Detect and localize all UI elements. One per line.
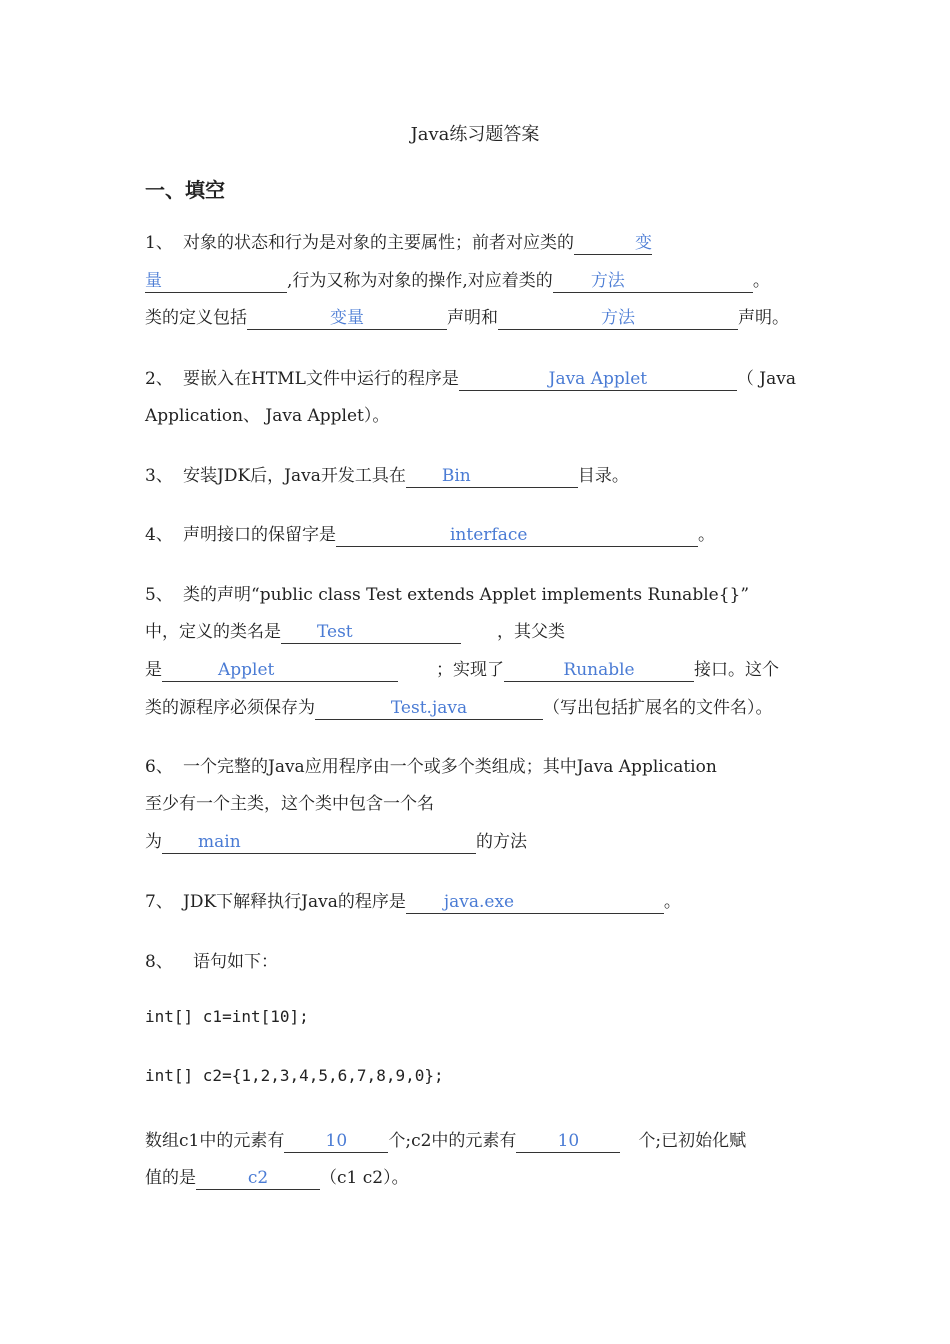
q1-answer-3: 变量: [247, 309, 447, 330]
q1-line-1: 1、 对象的状态和行为是对象的主要属性；前者对应类的 变: [145, 228, 810, 255]
q8-line-5: 值的是 c2 （c1 c2）。: [145, 1168, 409, 1188]
q4-number: 4、: [145, 525, 173, 545]
q5-answer-1: Test: [281, 623, 461, 644]
q5-line-3: 是 Applet ；实现了 Runable 接口。这个: [145, 660, 779, 680]
q1-answer-1b: 量: [145, 272, 287, 293]
q4-answer-1: interface: [336, 526, 698, 547]
section-heading: 一、填空: [145, 178, 225, 202]
q5-line-2: 中，定义的类名是 Test ，其父类: [145, 622, 565, 642]
q7-line-1: 7、 JDK下解释执行Java的程序是 java.exe 。: [145, 887, 810, 914]
q5-number: 5、: [145, 585, 173, 605]
q8-line-1: 8、 语句如下：: [145, 947, 810, 972]
q1-answer-2: 方法: [553, 272, 753, 293]
q1-number: 1、: [145, 233, 173, 253]
q6-line-1: 6、 一个完整的Java应用程序由一个或多个类组成；其中Java Application: [145, 752, 810, 777]
q3-answer-1: Bin: [406, 467, 578, 488]
q6-line-3: 为 main 的方法: [145, 832, 527, 852]
q2-line-1: 2、 要嵌入在HTML文件中运行的程序是 Java Applet （ Java: [145, 364, 810, 391]
q5-answer-4: Test.java: [315, 699, 543, 720]
q7-number: 7、: [145, 892, 173, 912]
q3-number: 3、: [145, 466, 173, 486]
document-title: Java练习题答案: [410, 124, 540, 145]
q2-number: 2、: [145, 369, 173, 389]
q6-line-2: 至少有一个主类，这个类中包含一个名: [145, 794, 434, 814]
q8-answer-2: 10: [516, 1132, 620, 1153]
q8-code-2: int[] c2={1,2,3,4,5,6,7,8,9,0};: [145, 1066, 444, 1085]
q5-line-1: 5、 类的声明“public class Test extends Applet implements Runable{}”: [145, 580, 810, 605]
q8-line-4: 数组c1中的元素有 10 个;c2中的元素有 10 个;已初始化赋: [145, 1131, 747, 1151]
q2-line-2: Application、 Java Applet）。: [145, 406, 390, 426]
q1-answer-1a: 变: [574, 234, 652, 255]
q6-answer-1: main: [162, 833, 476, 854]
q1-line-2: 量 ,行为又称为对象的操作,对应着类的 方法 。: [145, 271, 770, 291]
q8-code-1: int[] c1=int[10];: [145, 1007, 309, 1026]
q6-number: 6、: [145, 757, 173, 777]
q8-number: 8、: [145, 952, 173, 972]
q1-line-3: 类的定义包括 变量 声明和 方法 声明。: [145, 308, 789, 328]
q7-answer-1: java.exe: [406, 893, 664, 914]
q2-answer-1: Java Applet: [459, 370, 737, 391]
q4-line-1: 4、 声明接口的保留字是 interface 。: [145, 520, 810, 547]
q5-answer-3: Runable: [504, 661, 694, 682]
q1-answer-4: 方法: [498, 309, 738, 330]
q8-answer-1: 10: [284, 1132, 388, 1153]
q5-answer-2: Applet: [162, 661, 398, 682]
q5-line-4: 类的源程序必须保存为 Test.java （写出包括扩展名的文件名）。: [145, 698, 773, 718]
q3-line-1: 3、 安装JDK后，Java开发工具在 Bin 目录。: [145, 461, 810, 488]
q8-answer-3: c2: [196, 1169, 320, 1190]
